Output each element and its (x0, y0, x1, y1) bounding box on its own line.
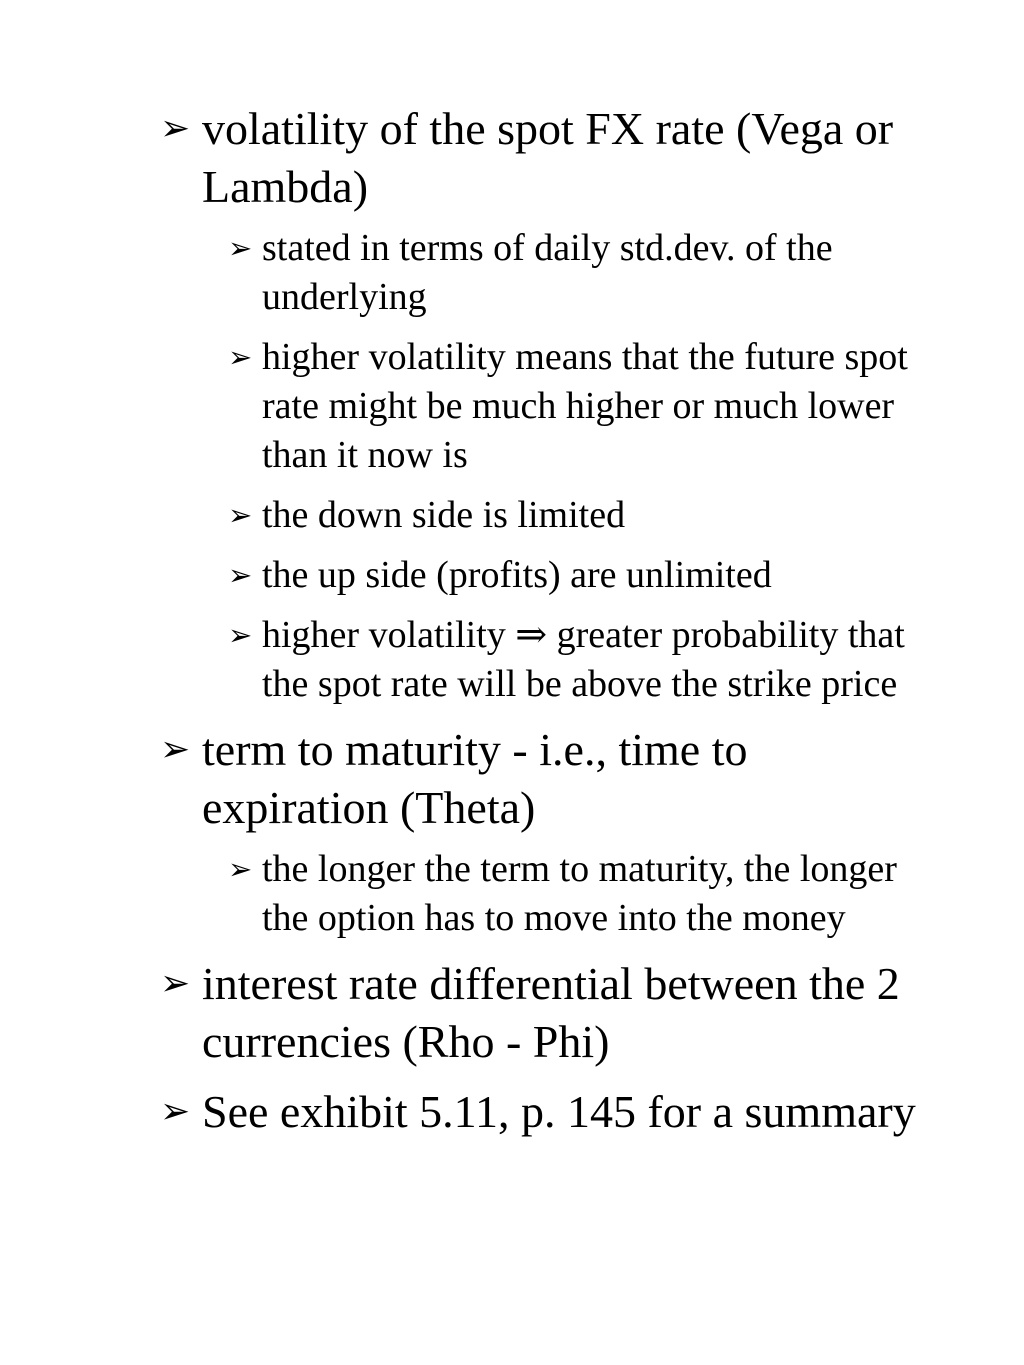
sub-bullet-text: higher volatility ⇒ greater probability that the spot rate will be above the strike price (262, 614, 905, 705)
bullet-text: volatility of the spot FX rate (Vega or Lambda) (202, 103, 894, 212)
sub-bullet-text: stated in terms of daily std.dev. of the underlying (262, 227, 833, 318)
bullet-item-see-exhibit (160, 1083, 920, 1141)
sub-bullet-item (202, 491, 920, 540)
bullet-list (160, 100, 920, 1153)
arrow-bullet-icon: ➢ (160, 108, 191, 149)
sub-bullet-text: higher volatility means that the future spot rate might be much higher or much lower than it now is (262, 336, 908, 476)
sub-bullet-list (202, 224, 920, 709)
sub-bullet-text: the longer the term to maturity, the longer the option has to move into the money (262, 848, 897, 939)
arrow-bullet-icon: ➢ (228, 852, 253, 886)
arrow-bullet-icon: ➢ (160, 729, 191, 770)
bullet-item-term-to-maturity (160, 721, 920, 943)
sub-bullet-text: the up side (profits) are unlimited (262, 554, 772, 596)
sub-bullet-item (202, 333, 920, 480)
sub-bullet-item (202, 224, 920, 322)
arrow-bullet-icon: ➢ (228, 558, 253, 592)
bullet-item-volatility (160, 100, 920, 709)
sub-bullet-text: the down side is limited (262, 494, 626, 536)
bullet-text: See exhibit 5.11, p. 145 for a summary (202, 1086, 916, 1137)
arrow-bullet-icon: ➢ (228, 618, 253, 652)
bullet-text: interest rate differential between the 2 currencies (Rho - Phi) (202, 958, 900, 1067)
arrow-bullet-icon: ➢ (228, 498, 253, 532)
arrow-bullet-icon: ➢ (228, 340, 253, 374)
bullet-text: term to maturity - i.e., time to expiration (Theta) (202, 724, 748, 833)
sub-bullet-item (202, 845, 920, 943)
arrow-bullet-icon: ➢ (160, 1091, 191, 1132)
arrow-bullet-icon: ➢ (160, 963, 191, 1004)
sub-bullet-list (202, 845, 920, 943)
sub-bullet-item (202, 611, 920, 709)
sub-bullet-item (202, 551, 920, 600)
arrow-bullet-icon: ➢ (228, 231, 253, 265)
bullet-item-interest-rate (160, 955, 920, 1071)
